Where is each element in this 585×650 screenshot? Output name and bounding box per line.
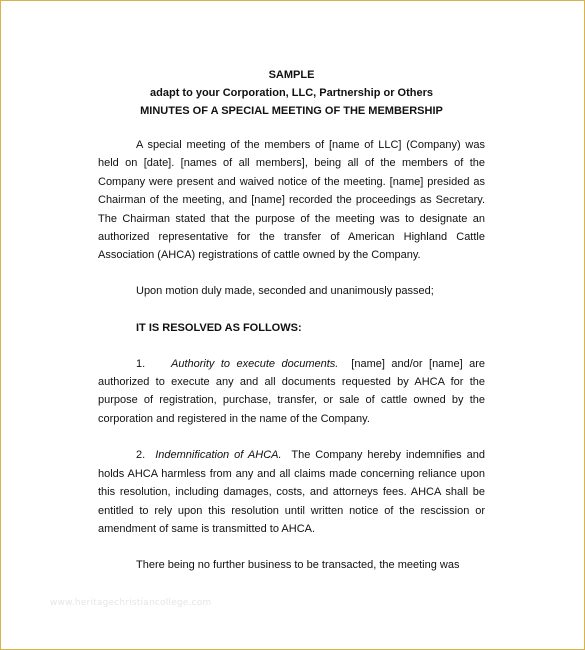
resolution-item-1 [98,355,485,429]
item-text: [name] and/or [name] are authorized to execute any and all documents requested by AHCA for the purpose of registration, purchase, transfer, or sale of cattle owned by the corporation and registered in the name of the Company. [98,357,485,425]
paragraph-closing: There being no further business to be transacted, the meeting was [136,559,460,572]
paragraph-intro: A special meeting of the members of [name of LLC] (Company) was held on [date]. [names of all members], being all of the members of the Company were present and waived notice of the meeting. [name] presided as Chairman of the meeting, and [name] recorded the proceedings as Secretary. The Chairman stated that the purpose of the meeting was to designate an authorized representative for the transfer of American Highland Cattle Association (AHCA) registrations of cattle owned by the Company. [98,139,485,262]
paragraph-motion: Upon motion duly made, seconded and unanimously passed; [136,284,434,297]
heading-title: MINUTES OF A SPECIAL MEETING OF THE MEMBERSHIP [140,105,443,117]
resolved-heading: IT IS RESOLVED AS FOLLOWS: [136,322,302,335]
heading-sample: SAMPLE [268,69,315,81]
watermark: www.heritagechristiancollege.com [50,598,212,608]
item-number: 2. [136,449,146,462]
item-number: 1. [136,357,146,370]
item-title: Indemnification of AHCA. [155,449,282,462]
document-page [98,66,485,575]
resolution-item-2 [98,446,485,538]
heading-subtitle: adapt to your Corporation, LLC, Partnership or Others [150,87,433,99]
item-title: Authority to execute documents. [171,357,339,370]
item-text: The Company hereby indemnifies and holds AHCA harmless from any and all claims made concerning reliance upon this resolution, including damages, costs, and attorneys fees. AHCA shall be entitled to rely upon this resolution until written notice of the rescission or amendment of same is transmitted to AHCA. [98,449,485,535]
